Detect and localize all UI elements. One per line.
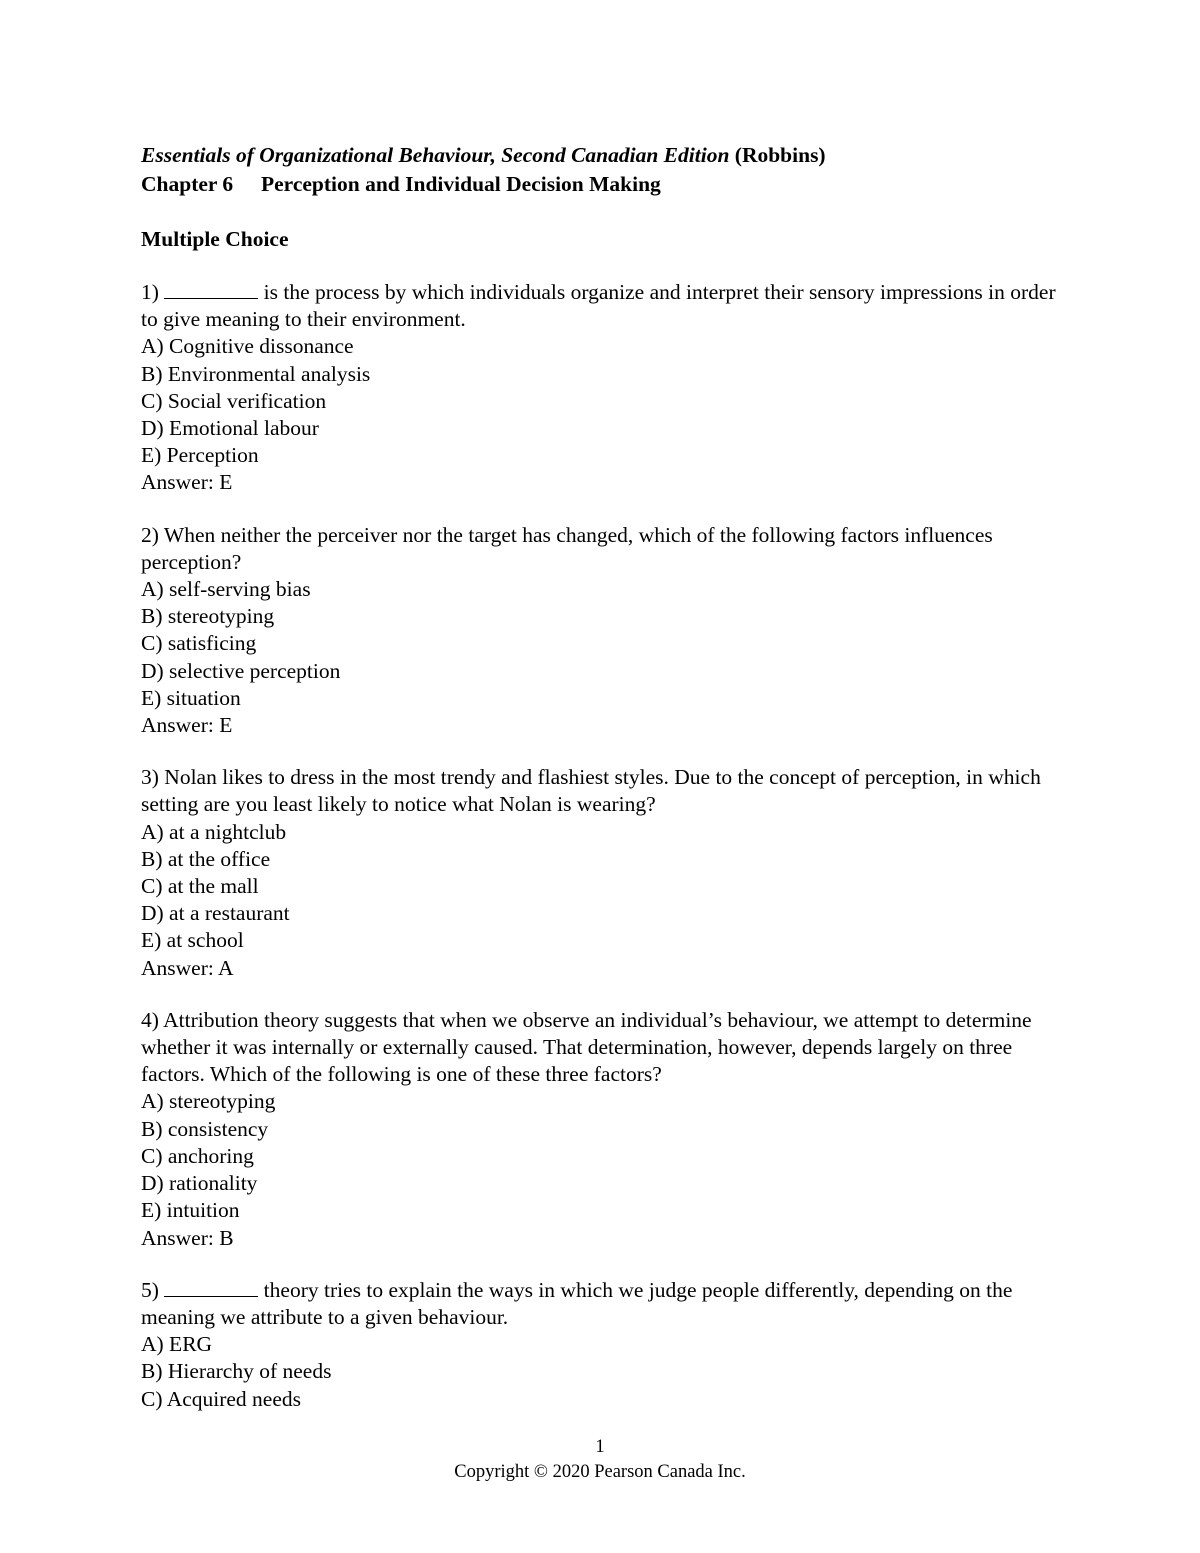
question-number: 2): [141, 522, 164, 547]
option: D) selective perception: [141, 658, 341, 683]
answer: Answer: E: [141, 470, 233, 495]
answer: Answer: A: [141, 955, 234, 980]
option: A) at a nightclub: [141, 819, 287, 844]
question-stem: [141, 764, 1071, 818]
chapter-name: Perception and Individual Decision Making: [261, 172, 661, 196]
question-3: [141, 764, 1071, 982]
option: E) situation: [141, 685, 241, 710]
answer-blank: [164, 280, 258, 299]
question-4: [141, 1007, 1071, 1252]
option: B) consistency: [141, 1116, 269, 1141]
question-text: Nolan likes to dress in the most trendy and flashiest styles. Due to the concept of perception, in which setting are you least likely to notice what Nolan is wearing?: [141, 765, 1041, 817]
option: B) stereotyping: [141, 604, 275, 629]
option: E) Perception: [141, 443, 259, 468]
question-stem: [141, 522, 1071, 576]
question-stem: [141, 1277, 1071, 1331]
book-title-italic: Essentials of Organizational Behaviour, Second Canadian Edition: [141, 143, 730, 167]
option: D) rationality: [141, 1171, 258, 1196]
question-number: 4): [141, 1007, 164, 1032]
option: C) satisficing: [141, 631, 257, 656]
answer: Answer: B: [141, 1225, 234, 1250]
option: A) ERG: [141, 1332, 213, 1357]
question-number: 5): [141, 1277, 165, 1302]
option: E) at school: [141, 928, 244, 953]
question-stem: [141, 1007, 1071, 1089]
document-page: [141, 141, 1071, 1413]
page-number: 1: [595, 1437, 605, 1457]
option: B) at the office: [141, 846, 271, 871]
option: C) at the mall: [141, 874, 259, 899]
question-text: When neither the perceiver nor the target has changed, which of the following factors influences perception?: [141, 522, 993, 574]
question-1: [141, 279, 1071, 497]
option: D) Emotional labour: [141, 416, 319, 441]
question-2: [141, 522, 1071, 740]
question-number: 1): [141, 280, 165, 304]
chapter-number: Chapter 6: [141, 172, 234, 196]
chapter-title: [141, 170, 1071, 199]
option: C) Acquired needs: [141, 1386, 302, 1411]
question-5: [141, 1277, 1071, 1413]
question-text: is the process by which individuals organize and interpret their sensory impressions in order to give meaning to their environment.: [141, 280, 1056, 332]
question-number: 3): [141, 765, 165, 790]
book-author: (Robbins): [729, 143, 826, 167]
option: D) at a restaurant: [141, 901, 290, 926]
option: A) self-serving bias: [141, 577, 311, 602]
question-text: theory tries to explain the ways in which we judge people differently, depending on the meaning we attribute to a given behaviour.: [141, 1277, 1013, 1329]
option: E) intuition: [141, 1198, 240, 1223]
question-text: Attribution theory suggests that when we observe an individual’s behaviour, we attempt to determine whether it was internally or externally caused. That determination, however, depends largely on three factors. Which of the following is one of these three factors?: [141, 1007, 1032, 1087]
option: C) Social verification: [141, 388, 327, 413]
question-stem: [141, 279, 1071, 333]
option: A) Cognitive dissonance: [141, 334, 354, 359]
copyright-notice: Copyright © 2020 Pearson Canada Inc.: [454, 1462, 746, 1482]
option: C) anchoring: [141, 1143, 254, 1168]
option: B) Hierarchy of needs: [141, 1359, 332, 1384]
book-title: [141, 141, 1071, 170]
section-title: Multiple Choice: [141, 227, 289, 251]
answer-blank: [164, 1278, 258, 1297]
answer: Answer: E: [141, 713, 233, 738]
option: A) stereotyping: [141, 1089, 276, 1114]
option: B) Environmental analysis: [141, 361, 371, 386]
